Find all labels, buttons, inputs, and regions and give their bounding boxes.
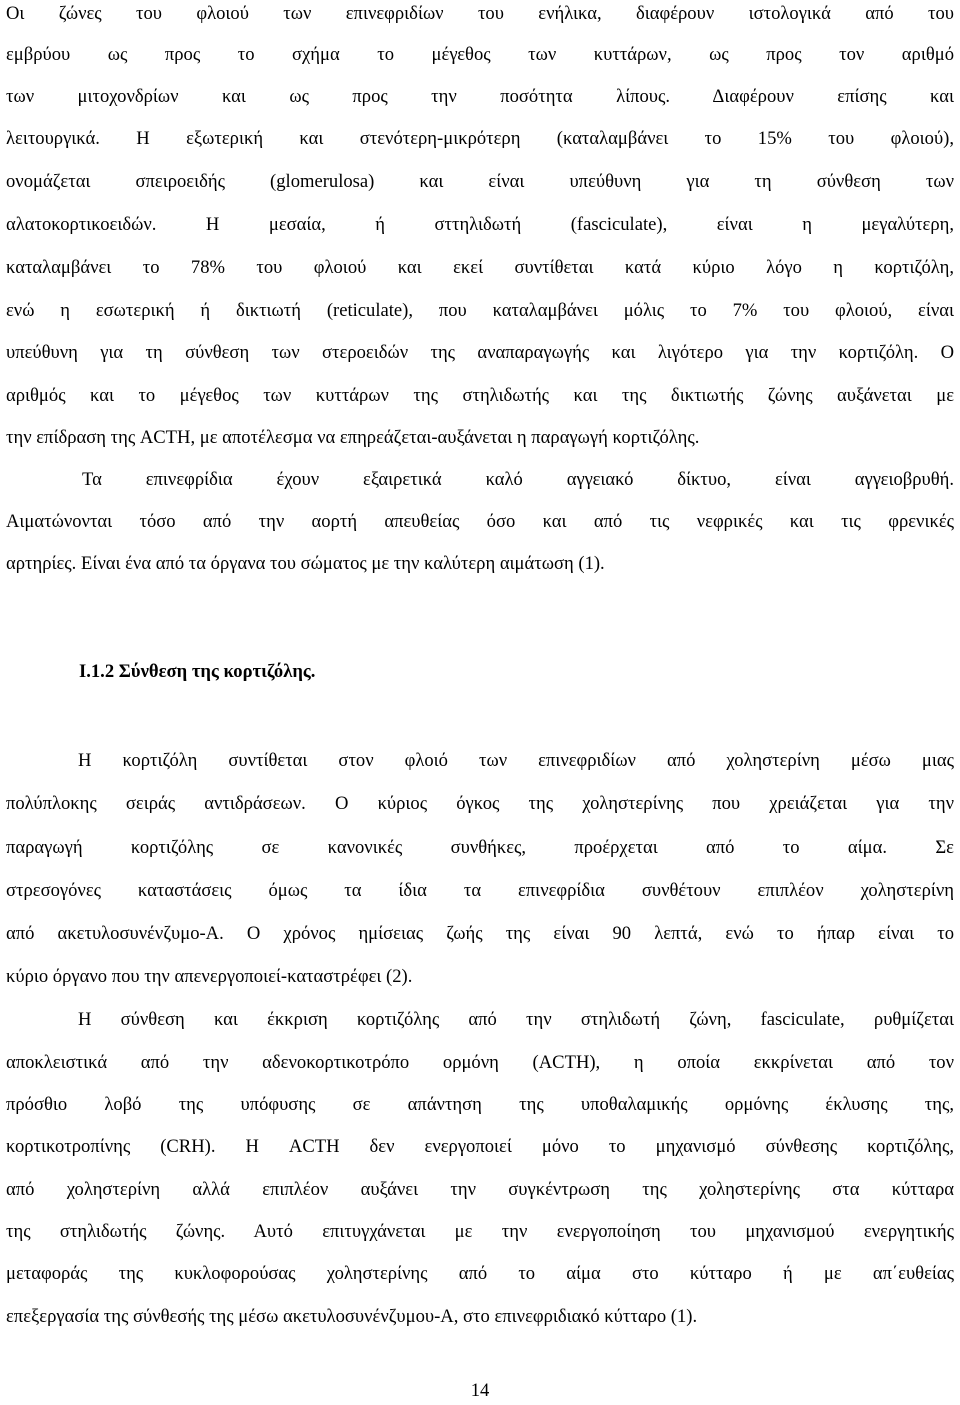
text-line: Τα επινεφρίδια έχουν εξαιρετικά καλό αγγειακό δίκτυο, είναι αγγειοβρυθή. bbox=[82, 469, 954, 490]
text-line: από ακετυλοσυνένζυμο-Α. Ο χρόνος ημίσειας ζωής της είναι 90 λεπτά, ενώ το ήπαρ είναι το bbox=[6, 923, 954, 944]
text-line: Η κορτιζόλη συντίθεται στον φλοιό των επινεφριδίων από χοληστερίνη μέσω μιας bbox=[78, 750, 954, 771]
text-line: των μιτοχονδρίων και ως προς την ποσότητα λίπους. Διαφέρουν επίσης και bbox=[6, 86, 954, 107]
text-line: την επίδραση της ACTH, με αποτέλεσμα να επηρεάζεται-αυξάνεται η παραγωγή κορτιζόλης. bbox=[6, 427, 700, 448]
text-line: παραγωγή κορτιζόλης σε κανονικές συνθήκες, προέρχεται από το αίμα. Σε bbox=[6, 837, 954, 858]
text-line: ενώ η εσωτερική ή δικτιωτή (reticulate), που καταλαμβάνει μόλις το 7% του φλοιού, είναι bbox=[6, 300, 954, 321]
text-line: κορτικοτροπίνης (CRH). Η ACTH δεν ενεργοποιεί μόνο το μηχανισμό σύνθεσης κορτιζόλης, bbox=[6, 1136, 954, 1157]
text-line: ονομάζεται σπειροειδής (glomerulosa) και είναι υπεύθυνη για τη σύνθεση των bbox=[6, 171, 954, 192]
text-line: εμβρύου ως προς το σχήμα το μέγεθος των κυττάρων, ως προς τον αριθμό bbox=[6, 44, 954, 65]
text-line: Η σύνθεση και έκκριση κορτιζόλης από την στηλιδωτή ζώνη, fasciculate, ρυθμίζεται bbox=[78, 1009, 954, 1030]
text-line: αρτηρίες. Είναι ένα από τα όργανα του σώματος με την καλύτερη αιμάτωση (1). bbox=[6, 553, 605, 574]
text-line: υπεύθυνη για τη σύνθεση των στεροειδών της αναπαραγωγής και λιγότερο για την κορτιζόλη. Ο bbox=[6, 342, 954, 363]
text-line: Αιματώνονται τόσο από την αορτή απευθείας όσο και από τις νεφρικές και τις φρενικές bbox=[6, 511, 954, 532]
text-line: καταλαμβάνει το 78% του φλοιού και εκεί συντίθεται κατά κύριο λόγο η κορτιζόλη, bbox=[6, 257, 954, 278]
text-line: πρόσθιο λοβό της υπόφυσης σε απάντηση της υποθαλαμικής ορμόνης έκλυσης της, bbox=[6, 1094, 954, 1115]
text-line: αποκλειστικά από την αδενοκορτικοτρόπο ορμόνη (ACTH), η οποία εκκρίνεται από τον bbox=[6, 1052, 954, 1073]
text-line: της στηλιδωτής ζώνης. Αυτό επιτυγχάνεται με την ενεργοποίηση του μηχανισμού ενεργητικής bbox=[6, 1221, 954, 1242]
page-number: 14 bbox=[470, 1380, 490, 1401]
text-line: αλατοκορτικοειδών. Η μεσαία, ή σττηλιδωτή (fasciculate), είναι η μεγαλύτερη, bbox=[6, 214, 954, 235]
text-line: πολύπλοκης σειράς αντιδράσεων. Ο κύριος όγκος της χοληστερίνης που χρειάζεται για την bbox=[6, 793, 954, 814]
text-line: μεταφοράς της κυκλοφορούσας χοληστερίνης από το αίμα στο κύτταρο ή με απ΄ευθείας bbox=[6, 1263, 954, 1284]
text-line: κύριο όργανο που την απενεργοποιεί-καταστρέφει (2). bbox=[6, 966, 413, 987]
text-line: από χοληστερίνη αλλά επιπλέον αυξάνει την συγκέντρωση της χοληστερίνης στα κύτταρα bbox=[6, 1179, 954, 1200]
text-line: επεξεργασία της σύνθεσής της μέσω ακετυλοσυνένζυμου-Α, στο επινεφριδιακό κύτταρο (1). bbox=[6, 1306, 698, 1327]
text-line: στρεσογόνες καταστάσεις όμως τα ίδια τα επινεφρίδια συνθέτουν επιπλέον χοληστερίνη bbox=[6, 880, 954, 901]
text-line: αριθμός και το μέγεθος των κυττάρων της στηλιδωτής και της δικτιωτής ζώνης αυξάνεται με bbox=[6, 385, 954, 406]
section-heading: I.1.2 Σύνθεση της κορτιζόλης. bbox=[79, 661, 316, 682]
text-line: Οι ζώνες του φλοιού των επινεφριδίων του ενήλικα, διαφέρουν ιστολογικά από του bbox=[6, 3, 954, 24]
text-line: λειτουργικά. Η εξωτερική και στενότερη-μικρότερη (καταλαμβάνει το 15% του φλοιού), bbox=[6, 128, 954, 149]
